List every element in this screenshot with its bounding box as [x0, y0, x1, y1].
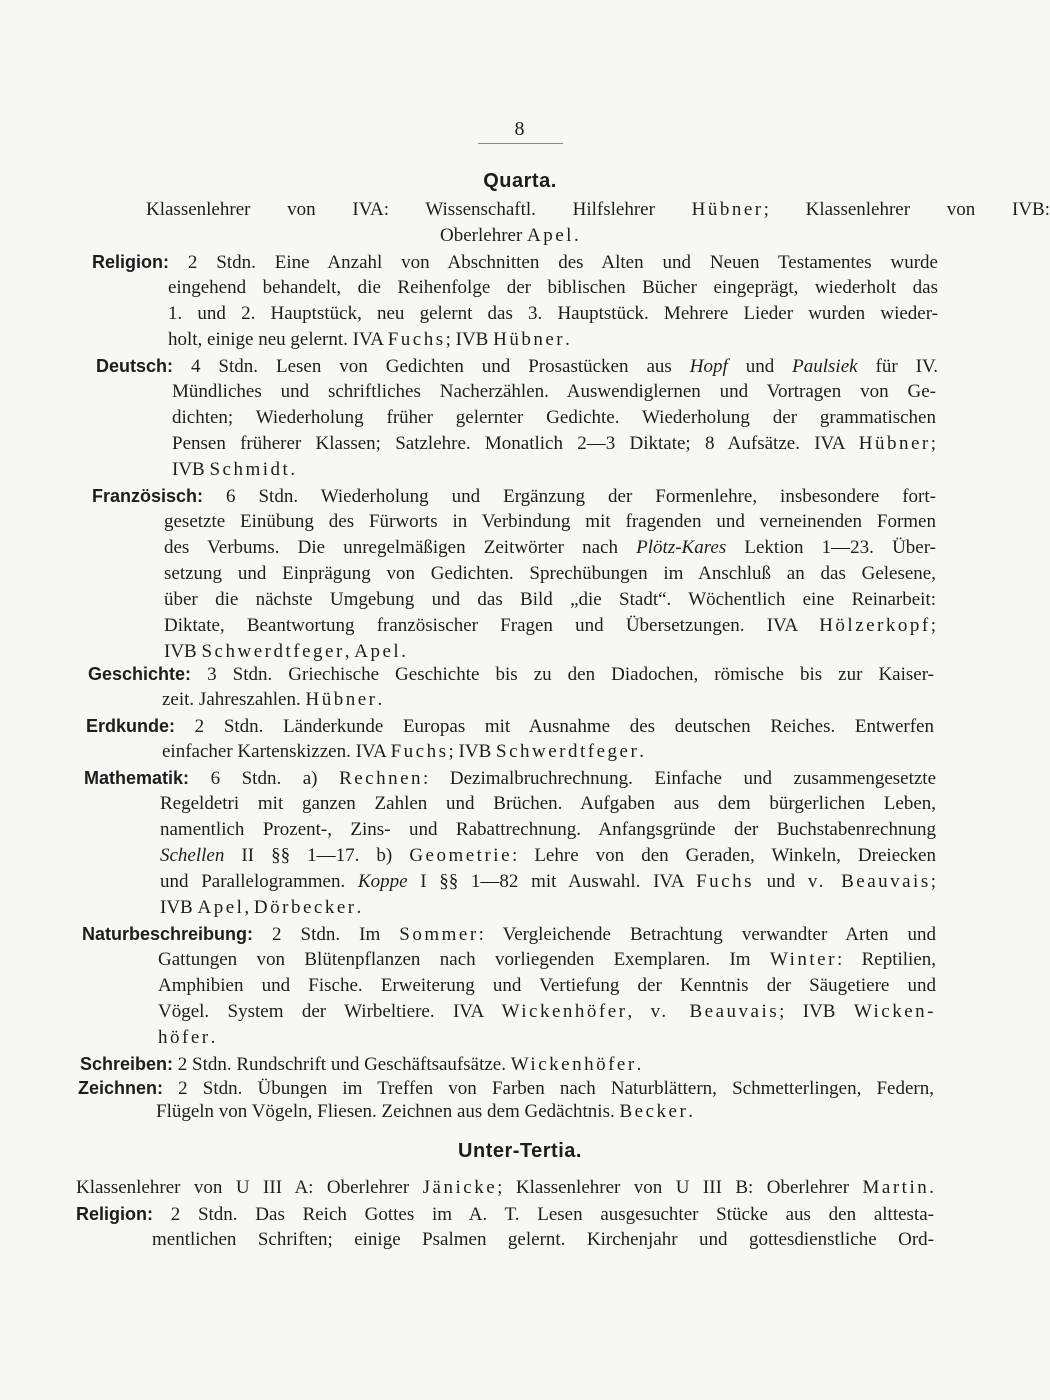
text-line: [164, 562, 936, 586]
teacher-name: Hübner: [493, 329, 566, 350]
text-line: [156, 1100, 806, 1124]
text-run: des Verbums. Die unregelmäßigen Zeitwörter nach: [164, 537, 637, 558]
text-line: [160, 818, 936, 842]
text-line: [164, 588, 936, 612]
text-run: IVB: [164, 641, 202, 662]
subject-heading: Zeichnen:: [78, 1078, 164, 1098]
section-title-untertertia: Unter-Tertia.: [458, 1140, 582, 1162]
text-run: ; Klassenlehrer von U III B: Oberlehrer: [497, 1177, 863, 1198]
text-run: für IV.: [857, 356, 938, 377]
text-line: [76, 1202, 934, 1227]
text-run: ,: [244, 897, 254, 918]
text-run: setzung und Einprägung von Gedichten. Sprechübungen im Anschluß an das Gelesene,: [164, 563, 936, 584]
text-line: [76, 1176, 934, 1200]
text-line: [92, 484, 936, 509]
book-title: Hopf: [689, 356, 728, 377]
text-line: [168, 328, 570, 352]
text-run: .: [636, 1054, 642, 1075]
teacher-name: Fuchs: [696, 871, 754, 892]
text-line: [152, 1228, 934, 1252]
teacher-name: Schwerdtfeger: [201, 641, 345, 662]
text-line: [158, 974, 936, 998]
book-title: Koppe: [357, 871, 408, 892]
text-run: 6 Stdn. Wiederholung und Ergänzung der Formenlehre, insbesondere fort-: [203, 486, 936, 507]
page-number-rule: [478, 143, 563, 144]
text-run: und: [727, 356, 793, 377]
text-run: Diktate, Beantwortung französischer Fragen und Übersetzungen. IVA: [164, 615, 820, 636]
text-run: Pensen früherer Klassen; Satzlehre. Monatlich 2—3 Diktate; 8 Aufsätze. IVA: [172, 433, 859, 454]
text-line: [160, 870, 936, 894]
text-run: .: [639, 741, 645, 762]
text-run: holt, einige neu gelernt. IVA: [168, 329, 388, 350]
text-line: [168, 302, 938, 326]
text-line: [160, 792, 936, 816]
text-run: 2 Stdn. Eine Anzahl von Abschnitten des Alten und Neuen Testamentes wurde: [169, 252, 938, 273]
text-run: ; IVB: [779, 1001, 854, 1022]
teacher-name: Jänicke: [422, 1177, 498, 1198]
section-title-quarta: Quarta.: [483, 170, 557, 192]
text-run: 2 Stdn. Das Reich Gottes im A. T. Lesen ausgesuchter Stücke aus den alttesta-: [153, 1204, 934, 1225]
text-run: Mündliches und schriftliches Nacherzählen. Auswendiglernen und Vortragen von Ge-: [172, 381, 936, 402]
text-run: 2 Stdn. Im: [253, 924, 400, 945]
subject-heading: Erdkunde:: [86, 716, 176, 736]
text-run: .: [377, 689, 383, 710]
teacher-name: Hölzerkopf: [819, 615, 931, 636]
text-run: zeit. Jahreszahlen.: [162, 689, 306, 710]
text-run: Flügeln von Vögeln, Fliesen. Zeichnen aus dem Gedächtnis.: [156, 1101, 620, 1122]
text-run: 3 Stdn. Griechische Geschichte bis zu den Diadochen, römische bis zur Kaiser-: [191, 664, 934, 685]
teacher-name: Becker: [619, 1101, 689, 1122]
teacher-name: Dörbecker: [253, 897, 357, 918]
teacher-name: Sommer: [399, 924, 479, 945]
text-line: [92, 250, 938, 275]
text-run: und: [753, 871, 808, 892]
text-run: Regeldetri mit ganzen Zahlen und Brüchen. Aufgaben aus dem bürgerlichen Leben,: [160, 793, 936, 814]
teacher-name: Hübner: [305, 689, 378, 710]
text-run: Oberlehrer: [440, 225, 528, 246]
text-run: mentlichen Schriften; einige Psalmen gelernt. Kirchenjahr und gottesdienstliche Ord-: [152, 1229, 934, 1250]
text-run: .: [401, 641, 406, 662]
text-run: dichten; Wiederholung früher gelernter Gedichte. Wiederholung der grammatischen: [172, 407, 936, 428]
teacher-name: Schmidt: [209, 459, 291, 480]
text-run: .: [929, 1177, 934, 1198]
text-run: : Lehre von den Geraden, Winkeln, Dreiecken: [512, 845, 936, 866]
text-line: [164, 640, 444, 664]
teacher-name: Winter: [769, 949, 837, 970]
text-line: [96, 354, 938, 379]
text-line: [164, 510, 936, 534]
text-line: [172, 458, 302, 482]
text-line: [164, 614, 936, 638]
teacher-name: Fuchs: [387, 329, 446, 350]
teacher-name: höfer: [158, 1027, 211, 1048]
book-title: Paulsiek: [792, 356, 858, 377]
text-run: gesetzte Einübung des Fürworts in Verbindung mit fragenden und verneinenden Formen: [164, 511, 936, 532]
text-run: 2 Stdn. Länderkunde Europas mit Ausnahme des deutschen Reiches. Entwerfen: [175, 716, 934, 737]
teacher-name: v. Beauvais: [807, 871, 931, 892]
subject-heading: Geschichte:: [88, 664, 192, 684]
text-line: [162, 740, 742, 764]
text-run: 4 Stdn. Lesen von Gedichten und Prosastücken aus: [173, 356, 690, 377]
book-title: Plötz-Kares: [636, 537, 727, 558]
teacher-name: Wickenhöfer: [501, 1001, 628, 1022]
text-run: .: [356, 897, 362, 918]
text-run: eingehend behandelt, die Reihenfolge der biblischen Bücher eingeprägt, wiederholt das: [168, 277, 938, 298]
book-title: Schellen: [160, 845, 225, 866]
text-run: .: [210, 1027, 216, 1048]
text-run: IVB: [172, 459, 210, 480]
subject-heading: Religion:: [92, 252, 169, 272]
text-line: [84, 766, 936, 791]
text-line: [146, 198, 1050, 222]
text-run: : Dezimalbruchrechnung. Einfache und zusammengesetzte: [423, 768, 936, 789]
text-run: 1. und 2. Hauptstück, neu gelernt das 3. Hauptstück. Mehrere Lieder wurden wieder-: [168, 303, 938, 324]
teacher-name: Apel: [197, 897, 245, 918]
teacher-name: v. Beauvais: [650, 1001, 780, 1022]
text-line: [158, 948, 936, 972]
text-run: einfacher Kartenskizzen. IVA: [162, 741, 391, 762]
text-line: [160, 896, 400, 920]
text-line: [168, 276, 938, 300]
text-run: ;: [930, 433, 936, 454]
text-run: und Parallelogrammen.: [160, 871, 358, 892]
text-line: [172, 380, 936, 404]
text-run: .: [565, 329, 570, 350]
text-run: ; IVB: [445, 329, 494, 350]
subject-heading: Mathematik:: [84, 768, 190, 788]
teacher-name: Wickenhöfer: [510, 1054, 637, 1075]
text-run: ,: [627, 1001, 651, 1022]
text-run: Gattungen von Blütenpflanzen nach vorliegenden Exemplaren. Im: [158, 949, 770, 970]
text-run: : Reptilien,: [836, 949, 936, 970]
text-line: [164, 536, 936, 560]
text-run: Klassenlehrer von U III A: Oberlehrer: [76, 1177, 423, 1198]
teacher-name: Wicken-: [853, 1001, 936, 1022]
text-line: [158, 1000, 936, 1024]
text-run: 2 Stdn. Übungen im Treffen von Farben nach Naturblättern, Schmetterlingen, Federn,: [163, 1078, 934, 1099]
teacher-name: Schwerdtfeger: [496, 741, 640, 762]
text-run: ; IVB: [448, 741, 497, 762]
text-run: ,: [344, 641, 355, 662]
text-run: Amphibien und Fische. Erweiterung und Vertiefung der Kenntnis der Säugetiere und: [158, 975, 936, 996]
text-line: [86, 714, 934, 739]
teacher-name: Hübner: [691, 199, 764, 220]
text-line: [162, 688, 442, 712]
text-line: [88, 662, 934, 687]
text-line: [82, 922, 936, 947]
teacher-name: Apel: [527, 225, 574, 246]
teacher-name: Fuchs: [390, 741, 449, 762]
text-line: [160, 844, 936, 868]
text-run: Vögel. System der Wirbeltiere. IVA: [158, 1001, 502, 1022]
text-run: Klassenlehrer von IVA: Wissenschaftl. Hilfslehrer: [146, 199, 692, 220]
teacher-name: Geometrie: [409, 845, 512, 866]
text-run: : Vergleichende Betrachtung verwandter Arten und: [478, 924, 937, 945]
text-line: [158, 1026, 238, 1050]
text-run: 2 Stdn. Rundschrift und Geschäftsaufsätze.: [173, 1054, 511, 1075]
text-line: [172, 406, 936, 430]
text-run: ;: [930, 871, 937, 892]
subject-heading: Religion:: [76, 1204, 153, 1224]
teacher-name: Hübner: [858, 433, 931, 454]
teacher-name: Martin: [862, 1177, 930, 1198]
text-run: II §§ 1—17. b): [224, 845, 410, 866]
subject-heading: Schreiben:: [80, 1054, 174, 1074]
text-run: Lektion 1—23. Über-: [726, 537, 936, 558]
text-line: [172, 432, 936, 456]
teacher-name: Apel: [354, 641, 402, 662]
subject-heading: Naturbeschreibung:: [82, 924, 254, 944]
subject-heading: Deutsch:: [96, 356, 174, 376]
text-line: [78, 1076, 934, 1101]
text-run: .: [688, 1101, 694, 1122]
text-run: .: [290, 459, 296, 480]
text-run: IVB: [160, 897, 198, 918]
text-run: .: [573, 225, 579, 246]
text-run: über die nächste Umgebung und das Bild „die Stadt“. Wöchentlich eine Reinarbeit:: [164, 589, 936, 610]
page-number: 8: [514, 118, 526, 140]
text-line: [80, 1052, 754, 1077]
teacher-name: Rechnen: [339, 768, 424, 789]
text-run: ;: [930, 615, 936, 636]
text-run: ; Klassenlehrer von IVB:: [763, 199, 1050, 220]
text-run: 6 Stdn. a): [189, 768, 340, 789]
text-line: [440, 224, 580, 248]
text-run: I §§ 1—82 mit Auswahl. IVA: [407, 871, 697, 892]
text-run: namentlich Prozent-, Zins- und Rabattrechnung. Anfangsgründe der Buchstabenrechnung: [160, 819, 936, 840]
subject-heading: Französisch:: [92, 486, 204, 506]
